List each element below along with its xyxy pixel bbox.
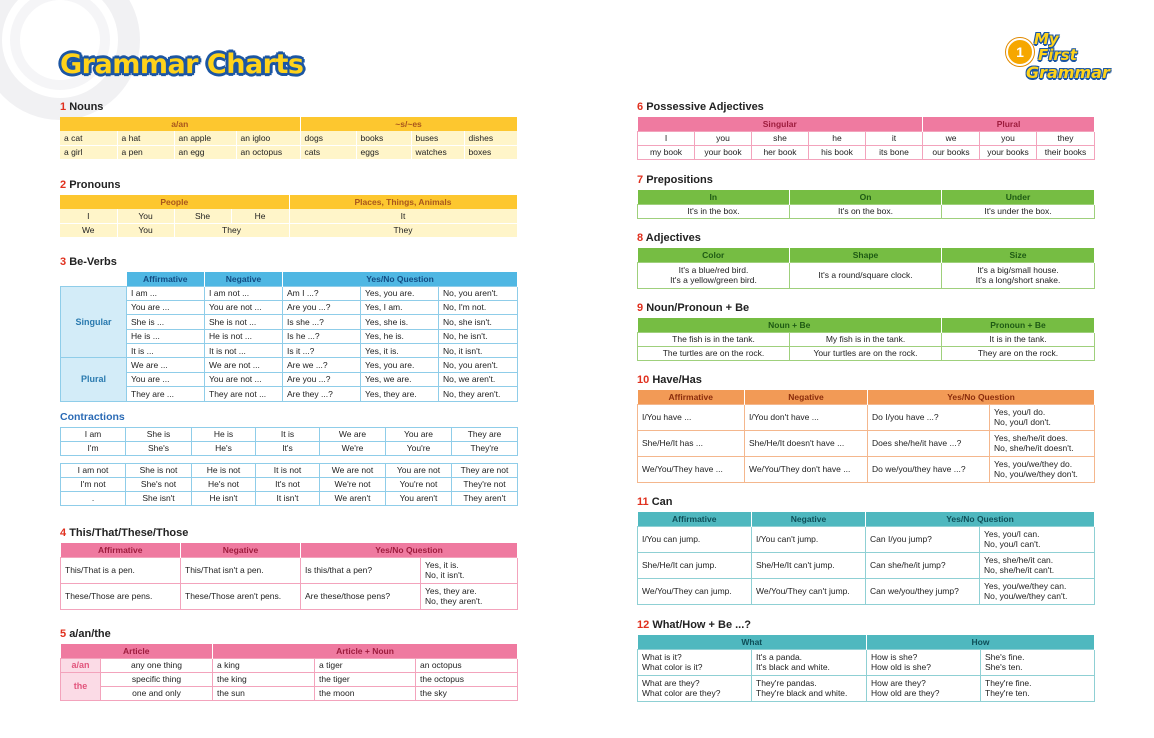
noun-cell: an egg <box>174 145 236 159</box>
contraction-cell: He is not <box>192 464 256 478</box>
contraction-cell: He's <box>192 442 256 456</box>
be-verbs-table <box>60 272 518 402</box>
header-yes-no-question: Yes/No Question <box>866 512 1095 526</box>
header-negative: Negative <box>181 543 301 557</box>
possessive-cell: its bone <box>866 145 923 159</box>
sentence-cell: It is in the tank. <box>942 332 1095 346</box>
contraction-cell: She's <box>126 442 192 456</box>
adjective-size-cell <box>942 262 1095 288</box>
be-verb-cell: No, they aren't. <box>439 387 518 401</box>
be-verb-cell: He is not ... <box>205 329 283 343</box>
contraction-cell: They are <box>452 428 518 442</box>
be-verb-cell: They are not ... <box>205 387 283 401</box>
section-possessive-adjectives <box>637 100 1095 160</box>
section-articles <box>60 627 518 701</box>
answer-yes: Yes, they are. <box>425 585 477 596</box>
answer-cell <box>421 583 518 609</box>
contraction-cell: You're <box>386 442 452 456</box>
what-how-table <box>637 635 1095 702</box>
can-cell: I/You can jump. <box>638 526 752 552</box>
possessive-cell: your books <box>980 145 1037 159</box>
pronoun-cell: You <box>117 209 174 223</box>
header-places-things-animals: Places, Things, Animals <box>289 195 517 209</box>
header-affirmative: Affirmative <box>638 390 745 404</box>
header-how: How <box>867 635 1095 649</box>
noun-cell: a hat <box>117 131 174 145</box>
noun-cell: an apple <box>174 131 236 145</box>
be-verb-cell: Yes, I am. <box>361 300 439 314</box>
be-verb-cell: You are not ... <box>205 372 283 386</box>
section-prepositions <box>637 173 1095 219</box>
contraction-cell: She is not <box>126 464 192 478</box>
pronoun-cell: you <box>695 131 752 145</box>
question-line: What color is it? <box>642 662 703 672</box>
article-cell: the sun <box>213 686 315 700</box>
can-cell: We/You/They can't jump. <box>752 578 866 604</box>
noun-cell: watches <box>411 145 464 159</box>
adjective-line: It's a yellow/green bird. <box>670 275 757 285</box>
answer-yes: Yes, she/he/it can. <box>984 554 1054 565</box>
nouns-table <box>60 117 518 160</box>
be-verb-cell: Yes, you are. <box>361 358 439 372</box>
logo-word-my: My <box>1034 30 1059 48</box>
pronoun-cell: you <box>980 131 1037 145</box>
answer-yes: Yes, you/I can. <box>984 528 1040 539</box>
answer-no: No, you/I can't. <box>984 539 1041 549</box>
answer-cell <box>990 404 1095 430</box>
can-cell: She/He/It can't jump. <box>752 552 866 578</box>
this-that-table <box>60 543 518 610</box>
have-cell: We/You/They don't have ... <box>745 456 868 482</box>
be-verb-cell: You are not ... <box>205 300 283 314</box>
can-cell: I/You can't jump. <box>752 526 866 552</box>
prepositions-table <box>637 190 1095 219</box>
be-verb-cell: You are ... <box>127 372 205 386</box>
answer-line: They're pandas. <box>756 677 817 688</box>
be-verb-cell: Yes, she is. <box>361 315 439 329</box>
pronoun-cell: I <box>60 209 117 223</box>
header-noun-be: Noun + Be <box>638 318 942 332</box>
demonstrative-cell: These/Those aren't pens. <box>181 583 301 609</box>
title-word-charts: Charts <box>206 49 304 80</box>
contractions-table-affirmative <box>60 427 518 456</box>
be-verb-cell: Is she ...? <box>283 315 361 329</box>
can-cell: We/You/They can jump. <box>638 578 752 604</box>
be-verb-cell: Yes, it is. <box>361 344 439 358</box>
contraction-cell: You are not <box>386 464 452 478</box>
noun-cell: an octopus <box>236 145 300 159</box>
answer-no: No, they aren't. <box>425 596 483 606</box>
answer-cell <box>980 526 1095 552</box>
be-verb-cell: We are ... <box>127 358 205 372</box>
possessive-adjectives-table <box>637 117 1095 160</box>
contraction-cell: They're <box>452 442 518 456</box>
section-have-has <box>637 373 1095 483</box>
contraction-cell: It isn't <box>256 492 320 506</box>
demonstrative-cell: This/That isn't a pen. <box>181 557 301 583</box>
contraction-cell: . <box>61 492 126 506</box>
article-cell: a tiger <box>315 658 416 672</box>
article-cell: an octopus <box>416 658 518 672</box>
contraction-cell: We are not <box>320 464 386 478</box>
header-singular: Singular <box>638 117 923 131</box>
contraction-cell: They are not <box>452 464 518 478</box>
contraction-cell: I'm <box>61 442 126 456</box>
be-verb-cell: Yes, we are. <box>361 372 439 386</box>
answer-no: No, you/we/they can't. <box>984 591 1068 601</box>
noun-cell: dishes <box>464 131 517 145</box>
articles-table <box>60 644 518 701</box>
have-cell: I/You don't have ... <box>745 404 868 430</box>
section-title: 5 a/an/the <box>60 628 111 640</box>
pronoun-cell: We <box>60 223 117 237</box>
question-cell <box>867 649 981 675</box>
noun-cell: books <box>356 131 411 145</box>
question-line: How old is she? <box>871 662 932 672</box>
answer-cell <box>752 675 867 701</box>
preposition-cell: It's under the box. <box>942 204 1095 218</box>
be-verb-cell: It is ... <box>127 344 205 358</box>
section-what-how <box>637 618 1095 702</box>
sentence-cell: Your turtles are on the rock. <box>790 346 942 360</box>
article-usage-cell: specific thing <box>101 672 213 686</box>
question-line: How old are they? <box>871 688 940 698</box>
article-cell: the king <box>213 672 315 686</box>
header-article: Article <box>61 644 213 658</box>
logo-word-first: First <box>1038 46 1077 64</box>
section-title: 6 Possessive Adjectives <box>637 101 764 113</box>
contractions-table-negative <box>60 463 518 506</box>
pronoun-cell: He <box>231 209 289 223</box>
sentence-cell: My fish is in the tank. <box>790 332 942 346</box>
sentence-cell: The fish is in the tank. <box>638 332 790 346</box>
header-people: People <box>60 195 289 209</box>
answer-cell <box>990 456 1095 482</box>
answer-yes: Yes, you/I do. <box>994 406 1046 417</box>
be-verb-cell: She is ... <box>127 315 205 329</box>
sentence-cell: The turtles are on the rock. <box>638 346 790 360</box>
header-yes-no-question: Yes/No Question <box>301 543 518 557</box>
section-title: 8 Adjectives <box>637 232 701 244</box>
pronoun-cell: it <box>866 131 923 145</box>
possessive-cell: our books <box>923 145 980 159</box>
demonstrative-cell: Is this/that a pen? <box>301 557 421 583</box>
section-title: 1 Nouns <box>60 101 104 113</box>
be-verb-cell: Is it ...? <box>283 344 361 358</box>
header-a-an: a/an <box>60 117 300 131</box>
header-s-es: ~s/~es <box>300 117 517 131</box>
sentence-cell: They are on the rock. <box>942 346 1095 360</box>
header-plural: Plural <box>923 117 1095 131</box>
answer-yes: Yes, you/we/they can. <box>984 580 1067 591</box>
row-header-singular: Singular <box>61 286 127 358</box>
header-pronoun-be: Pronoun + Be <box>942 318 1095 332</box>
empty-corner <box>61 272 127 286</box>
question-line: What color are they? <box>642 688 721 698</box>
article-cell: the octopus <box>416 672 518 686</box>
section-title: 2 Pronouns <box>60 179 121 191</box>
pronoun-cell: They <box>174 223 289 237</box>
adjective-shape-cell: It's a round/square clock. <box>790 262 942 288</box>
preposition-cell: It's in the box. <box>638 204 790 218</box>
be-verb-cell: He is ... <box>127 329 205 343</box>
contraction-cell: We are <box>320 428 386 442</box>
answer-yes: Yes, you/we/they do. <box>994 458 1073 469</box>
can-cell: She/He/It can jump. <box>638 552 752 578</box>
have-cell: We/You/They have ... <box>638 456 745 482</box>
header-negative: Negative <box>752 512 866 526</box>
adjectives-table <box>637 248 1095 289</box>
be-verb-cell: It is not ... <box>205 344 283 358</box>
article-usage-cell: any one thing <box>101 658 213 672</box>
header-affirmative: Affirmative <box>61 543 181 557</box>
answer-no: No, she/he/it can't. <box>984 565 1055 575</box>
row-header-a-an: a/an <box>61 658 101 672</box>
section-title: 12 What/How + Be ...? <box>637 619 752 631</box>
pronoun-cell: They <box>289 223 517 237</box>
can-cell: Can she/he/it jump? <box>866 552 980 578</box>
be-verb-cell: Yes, they are. <box>361 387 439 401</box>
section-this-that <box>60 526 518 610</box>
pronoun-cell: he <box>809 131 866 145</box>
answer-line: They're fine. <box>985 677 1032 688</box>
answer-cell <box>981 649 1095 675</box>
contraction-cell: You're not <box>386 478 452 492</box>
adjective-line: It's a blue/red bird. <box>678 264 749 275</box>
question-cell <box>867 675 981 701</box>
answer-cell <box>752 649 867 675</box>
section-pronouns <box>60 178 518 238</box>
noun-cell: dogs <box>300 131 356 145</box>
section-title: 4 This/That/These/Those <box>60 527 189 539</box>
have-cell: Do I/you have ...? <box>868 404 990 430</box>
noun-cell: an igloo <box>236 131 300 145</box>
be-verb-cell: Yes, he is. <box>361 329 439 343</box>
article-cell: the sky <box>416 686 518 700</box>
be-verb-cell: No, he isn't. <box>439 329 518 343</box>
noun-cell: cats <box>300 145 356 159</box>
pronoun-cell: It <box>289 209 517 223</box>
be-verb-cell: No, you aren't. <box>439 286 518 300</box>
answer-cell <box>980 578 1095 604</box>
section-title: 3 Be-Verbs <box>60 256 117 268</box>
have-cell: Does she/he/it have ...? <box>868 430 990 456</box>
header-article-noun: Article + Noun <box>213 644 518 658</box>
pronoun-cell: I <box>638 131 695 145</box>
answer-no: No, it isn't. <box>425 570 465 580</box>
possessive-cell: my book <box>638 145 695 159</box>
section-nouns <box>60 100 518 160</box>
article-cell: the tiger <box>315 672 416 686</box>
contraction-cell: I am not <box>61 464 126 478</box>
answer-line: She's fine. <box>985 651 1025 662</box>
noun-cell: a pen <box>117 145 174 159</box>
contraction-cell: He isn't <box>192 492 256 506</box>
contraction-cell: We're not <box>320 478 386 492</box>
article-cell: a king <box>213 658 315 672</box>
pronoun-cell: You <box>117 223 174 237</box>
contraction-cell: It is <box>256 428 320 442</box>
header-on: On <box>790 190 942 204</box>
answer-no: No, you/we/they don't. <box>994 469 1078 479</box>
contraction-cell: They're not <box>452 478 518 492</box>
header-shape: Shape <box>790 248 942 262</box>
pronoun-cell: She <box>174 209 231 223</box>
be-verb-cell: No, she isn't. <box>439 315 518 329</box>
adjective-line: It's a big/small house. <box>977 264 1059 275</box>
possessive-cell: her book <box>752 145 809 159</box>
be-verb-cell: No, it isn't. <box>439 344 518 358</box>
answer-yes: Yes, she/he/it does. <box>994 432 1068 443</box>
can-cell: Can I/you jump? <box>866 526 980 552</box>
noun-cell: boxes <box>464 145 517 159</box>
header-negative: Negative <box>205 272 283 286</box>
logo-word-grammar: Grammar <box>1026 63 1110 82</box>
answer-line: It's black and white. <box>756 662 830 672</box>
question-line: What are they? <box>642 677 700 688</box>
answer-cell <box>421 557 518 583</box>
noun-cell: a girl <box>60 145 117 159</box>
answer-line: They're black and white. <box>756 688 848 698</box>
preposition-cell: It's on the box. <box>790 204 942 218</box>
have-has-table <box>637 390 1095 483</box>
be-verb-cell: Are you ...? <box>283 300 361 314</box>
header-affirmative: Affirmative <box>127 272 205 286</box>
header-negative: Negative <box>745 390 868 404</box>
demonstrative-cell: Are these/those pens? <box>301 583 421 609</box>
be-verb-cell: You are ... <box>127 300 205 314</box>
header-color: Color <box>638 248 790 262</box>
possessive-cell: your book <box>695 145 752 159</box>
row-header-plural: Plural <box>61 358 127 401</box>
be-verb-cell: I am not ... <box>205 286 283 300</box>
demonstrative-cell: These/Those are pens. <box>61 583 181 609</box>
pronoun-cell: they <box>1037 131 1095 145</box>
section-contractions <box>60 410 518 506</box>
be-verb-cell: We are not ... <box>205 358 283 372</box>
contraction-cell: I am <box>61 428 126 442</box>
adjective-line: It's a long/short snake. <box>975 275 1061 285</box>
title-word-grammar: Grammar <box>60 49 198 80</box>
header-in: In <box>638 190 790 204</box>
can-cell: Can we/you/they jump? <box>866 578 980 604</box>
question-line: What is it? <box>642 651 682 662</box>
contraction-cell: She's not <box>126 478 192 492</box>
possessive-cell: his book <box>809 145 866 159</box>
answer-yes: Yes, it is. <box>425 559 459 570</box>
noun-cell: a cat <box>60 131 117 145</box>
answer-line: They're ten. <box>985 688 1030 698</box>
section-title: 7 Prepositions <box>637 174 713 186</box>
contraction-cell: You are <box>386 428 452 442</box>
contraction-cell: You aren't <box>386 492 452 506</box>
be-verb-cell: No, you aren't. <box>439 358 518 372</box>
adjective-color-cell <box>638 262 790 288</box>
be-verb-cell: They are ... <box>127 387 205 401</box>
be-verb-cell: No, we aren't. <box>439 372 518 386</box>
section-noun-pronoun-be <box>637 301 1095 361</box>
answer-line: It's a panda. <box>756 651 803 662</box>
section-title: Contractions <box>60 411 125 423</box>
contraction-cell: It's <box>256 442 320 456</box>
logo-level-badge: 1 <box>1006 38 1034 66</box>
contraction-cell: I'm not <box>61 478 126 492</box>
have-cell: She/He/It has ... <box>638 430 745 456</box>
answer-line: She's ten. <box>985 662 1023 672</box>
answer-cell <box>990 430 1095 456</box>
contraction-cell: He's not <box>192 478 256 492</box>
section-can <box>637 495 1095 605</box>
question-cell <box>638 675 752 701</box>
contraction-cell: He is <box>192 428 256 442</box>
section-title: 10 Have/Has <box>637 374 702 386</box>
contraction-cell: She isn't <box>126 492 192 506</box>
contraction-cell: It's not <box>256 478 320 492</box>
row-header-the: the <box>61 672 101 700</box>
header-affirmative: Affirmative <box>638 512 752 526</box>
be-verb-cell: Are you ...? <box>283 372 361 386</box>
be-verb-cell: Are we ...? <box>283 358 361 372</box>
noun-cell: buses <box>411 131 464 145</box>
be-verb-cell: Am I ...? <box>283 286 361 300</box>
header-what: What <box>638 635 867 649</box>
can-table <box>637 512 1095 605</box>
header-under: Under <box>942 190 1095 204</box>
article-cell: the moon <box>315 686 416 700</box>
page-title <box>60 49 303 80</box>
have-cell: She/He/It doesn't have ... <box>745 430 868 456</box>
have-cell: I/You have ... <box>638 404 745 430</box>
question-line: How are they? <box>871 677 926 688</box>
header-size: Size <box>942 248 1095 262</box>
demonstrative-cell: This/That is a pen. <box>61 557 181 583</box>
section-title: 11 Can <box>637 496 673 508</box>
answer-cell <box>981 675 1095 701</box>
article-usage-cell: one and only <box>101 686 213 700</box>
be-verb-cell: She is not ... <box>205 315 283 329</box>
header-yes-no-question: Yes/No Question <box>868 390 1095 404</box>
contraction-cell: We aren't <box>320 492 386 506</box>
section-be-verbs <box>60 255 518 402</box>
header-yes-no-question: Yes/No Question <box>283 272 518 286</box>
answer-no: No, she/he/it doesn't. <box>994 443 1074 453</box>
be-verb-cell: Are they ...? <box>283 387 361 401</box>
question-cell <box>638 649 752 675</box>
section-title: 9 Noun/Pronoun + Be <box>637 302 750 314</box>
be-verb-cell: I am ... <box>127 286 205 300</box>
book-logo <box>1004 30 1119 90</box>
be-verb-cell: No, I'm not. <box>439 300 518 314</box>
contraction-cell: She is <box>126 428 192 442</box>
pronouns-table <box>60 195 518 238</box>
contraction-cell: We're <box>320 442 386 456</box>
answer-no: No, you/I don't. <box>994 417 1051 427</box>
pronoun-cell: we <box>923 131 980 145</box>
possessive-cell: their books <box>1037 145 1095 159</box>
contraction-cell: They aren't <box>452 492 518 506</box>
have-cell: Do we/you/they have ...? <box>868 456 990 482</box>
be-verb-cell: Yes, you are. <box>361 286 439 300</box>
be-verb-cell: Is he ...? <box>283 329 361 343</box>
noun-cell: eggs <box>356 145 411 159</box>
answer-cell <box>980 552 1095 578</box>
section-adjectives <box>637 231 1095 289</box>
contraction-cell: It is not <box>256 464 320 478</box>
question-line: How is she? <box>871 651 918 662</box>
noun-pronoun-be-table <box>637 318 1095 361</box>
pronoun-cell: she <box>752 131 809 145</box>
